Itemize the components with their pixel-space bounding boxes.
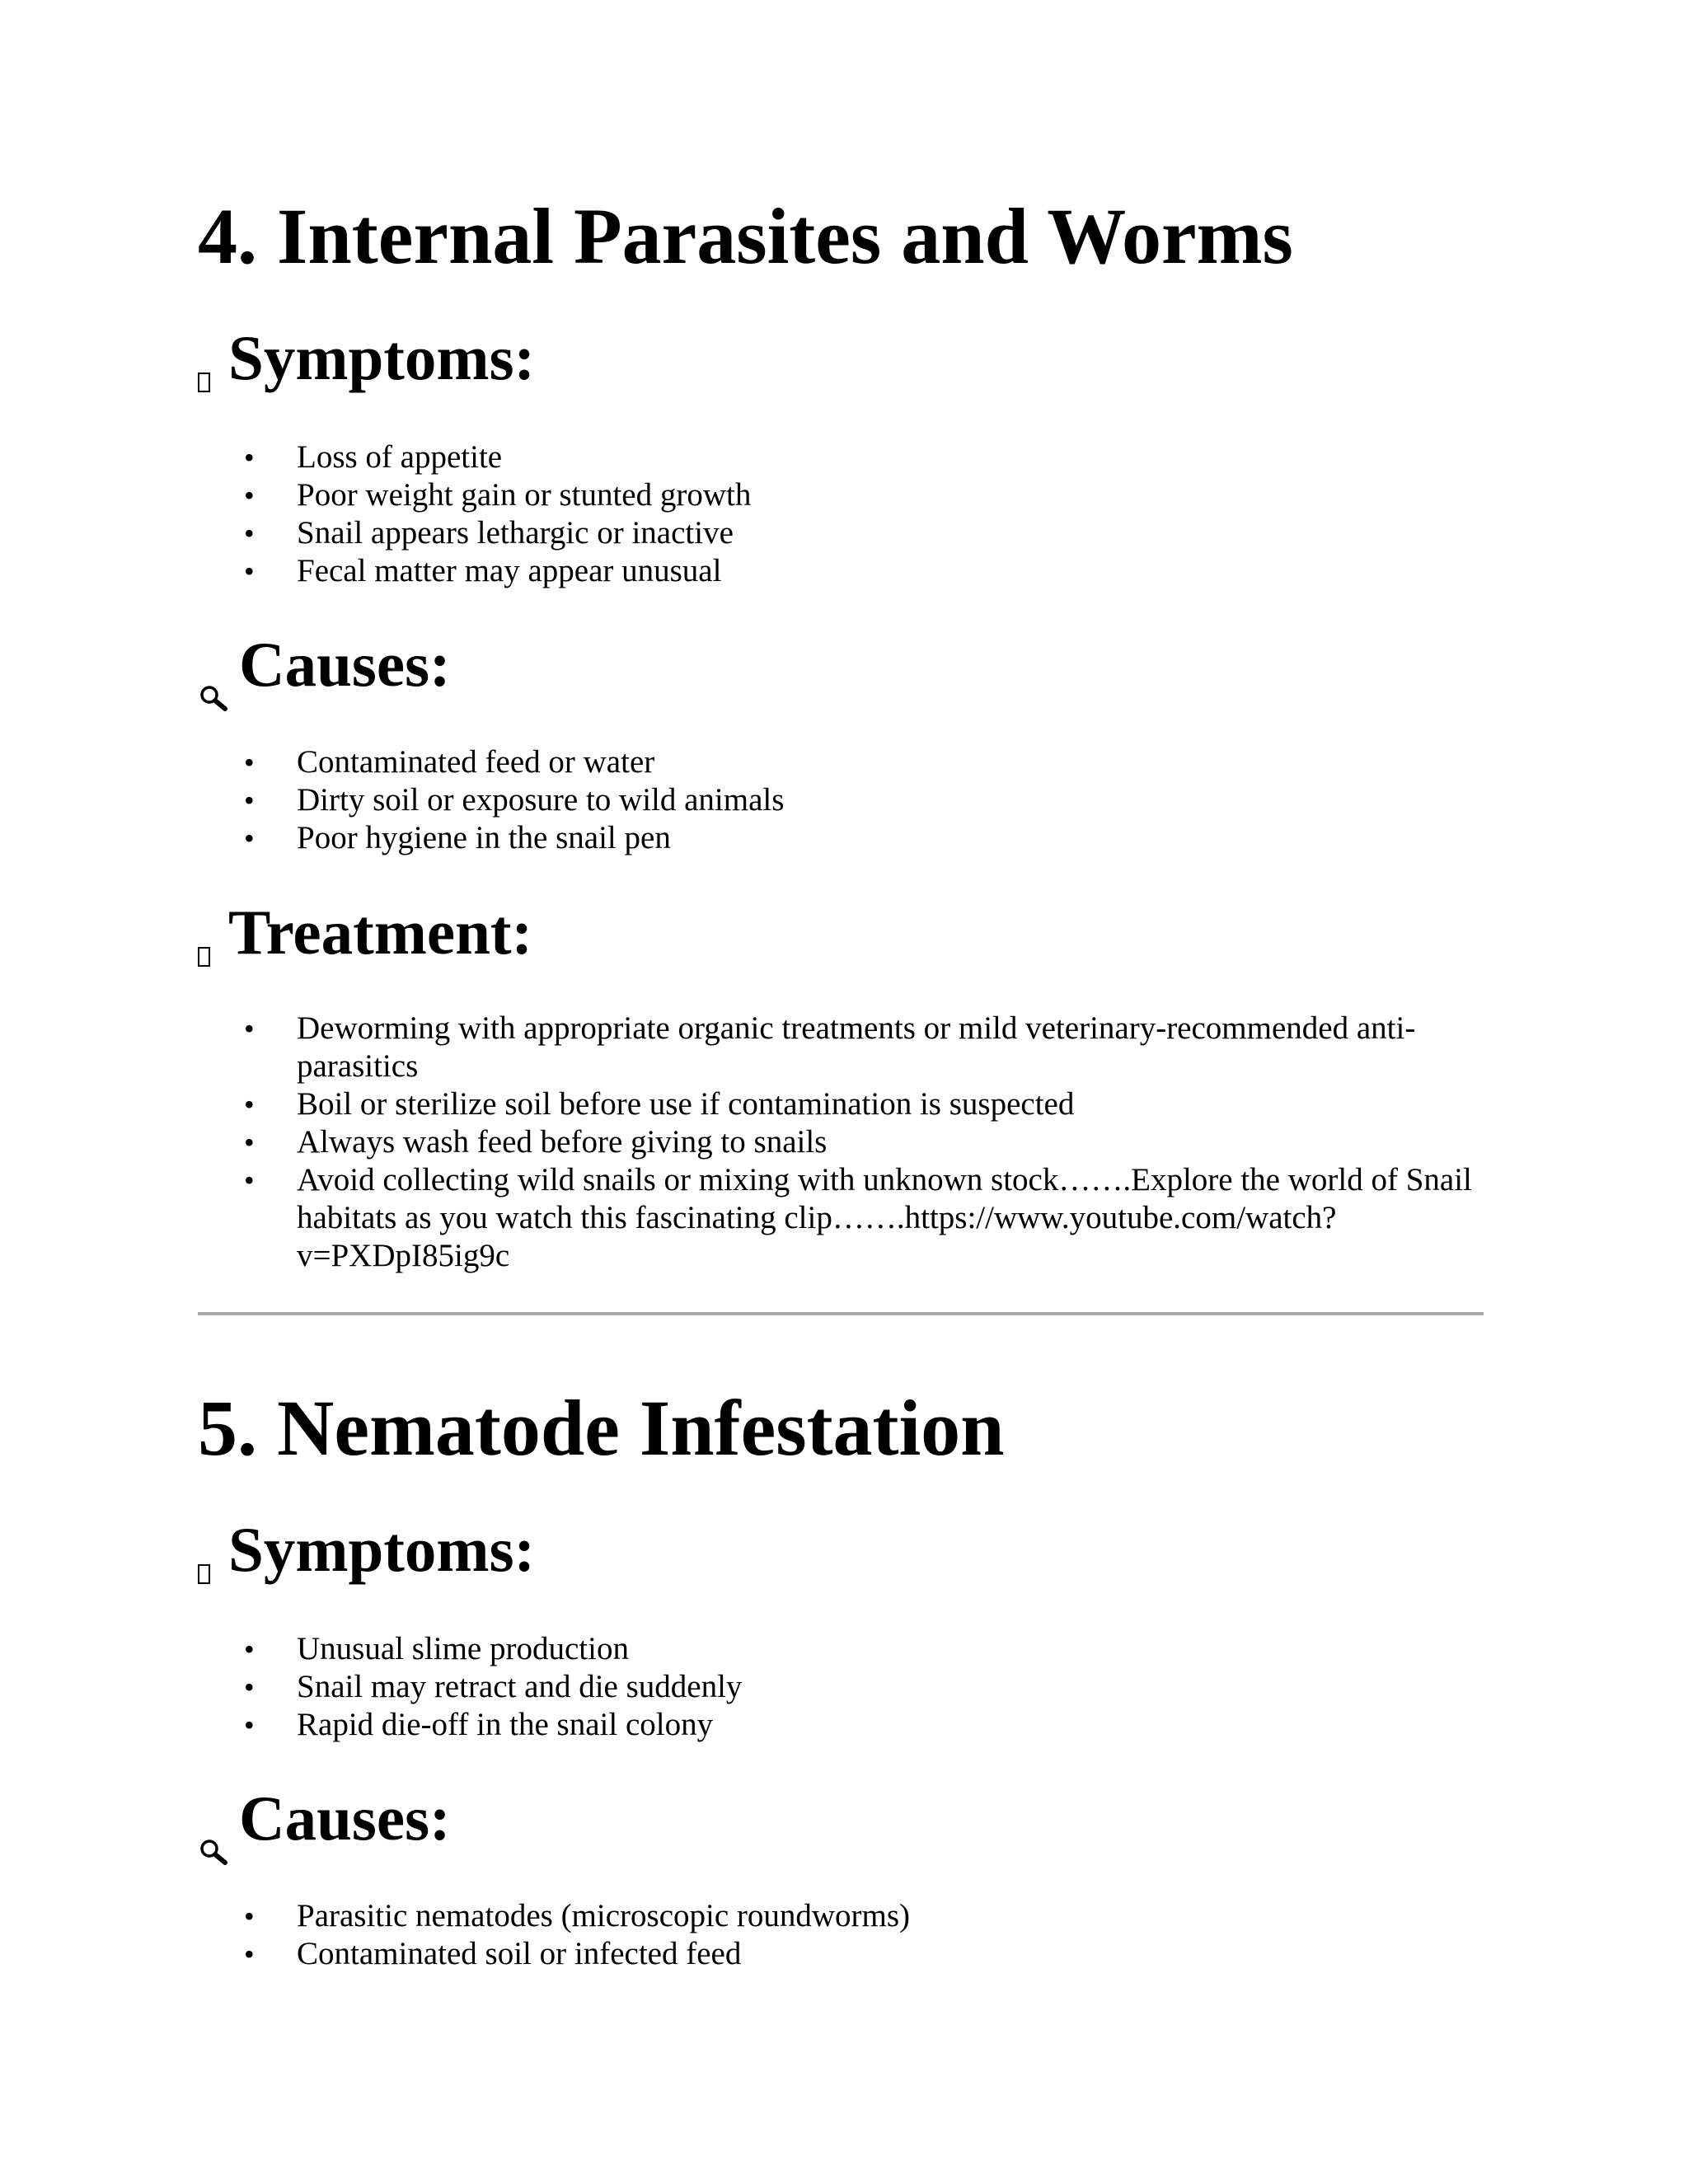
list-item: • Loss of appetite [244, 439, 503, 475]
bullet: • [244, 1938, 255, 1971]
treatment-heading-text: Treatment: [228, 897, 533, 968]
bullet: • [244, 1708, 255, 1741]
bullet: • [244, 517, 255, 550]
causes-heading [198, 628, 451, 701]
list-item: • Fecal matter may appear unusual [244, 553, 722, 588]
bullet: • [244, 746, 255, 779]
list-item: • Contaminated feed or water [244, 744, 655, 780]
symptoms-list [198, 1630, 1492, 1744]
bullet: • [244, 1126, 255, 1159]
list-item: • Dirty soil or exposure to wild animals [244, 782, 785, 818]
bullet: • [244, 822, 255, 855]
causes-heading-text: Causes: [239, 1783, 451, 1854]
symptoms-list [198, 438, 1492, 590]
missing-glyph-box-icon [198, 896, 228, 968]
bullet: • [244, 1900, 255, 1933]
symptoms-heading [198, 321, 535, 394]
bullet: • [244, 479, 255, 512]
list-item: • Snail may retract and die suddenly [244, 1669, 743, 1704]
list-item: • Contaminated soil or infected feed [244, 1936, 742, 1971]
treatment-list [198, 1010, 1492, 1275]
list-item: • Parasitic nematodes (microscopic roundworms) [244, 1898, 911, 1933]
bullet: • [244, 441, 255, 474]
list-item: • Rapid die-off in the snail colony [244, 1707, 714, 1742]
list-item: • Boil or sterilize soil before use if contamination is suspected [244, 1086, 1075, 1122]
causes-list [198, 1897, 1492, 1973]
list-item: • Deworming with appropriate organic treatments or mild veterinary-recommended anti-parasitics [244, 1010, 1416, 1084]
bullet: • [244, 1164, 255, 1197]
section-title: 5. Nematode Infestation [198, 1384, 1005, 1472]
causes-list [198, 743, 1492, 857]
treatment-heading [198, 896, 532, 968]
magnifier-icon [198, 658, 239, 691]
section-title: 4. Internal Parasites and Worms [198, 192, 1293, 280]
bullet: • [244, 1012, 255, 1045]
bullet: • [244, 784, 255, 817]
causes-heading [198, 1782, 451, 1854]
list-item: • Snail appears lethargic or inactive [244, 515, 734, 551]
causes-heading-text: Causes: [239, 629, 451, 700]
treatment-item-with-link: Avoid collecting wild snails or mixing with unknown stock…….Explore the world of Snail habitats as you watch this fascinating clip…….https://www.youtube.com/watch?v=PXDpI85ig9c [297, 1162, 1472, 1273]
magnifier-icon [198, 1811, 239, 1844]
list-item: • Always wash feed before giving to snails [244, 1124, 828, 1160]
bullet: • [244, 1088, 255, 1121]
missing-glyph-box-icon [198, 1513, 228, 1586]
horizontal-rule [198, 1312, 1484, 1315]
bullet: • [244, 1671, 255, 1704]
missing-glyph-box-icon [198, 321, 228, 394]
list-item: • Poor weight gain or stunted growth [244, 477, 752, 513]
symptoms-heading [198, 1513, 535, 1586]
symptoms-heading-text: Symptoms: [228, 322, 536, 393]
symptoms-heading-text: Symptoms: [228, 1514, 536, 1585]
list-item: • Poor hygiene in the snail pen [244, 820, 671, 855]
bullet: • [244, 1633, 255, 1666]
list-item [198, 1161, 1492, 1275]
bullet: • [244, 555, 255, 588]
list-item: • Unusual slime production [244, 1631, 629, 1666]
